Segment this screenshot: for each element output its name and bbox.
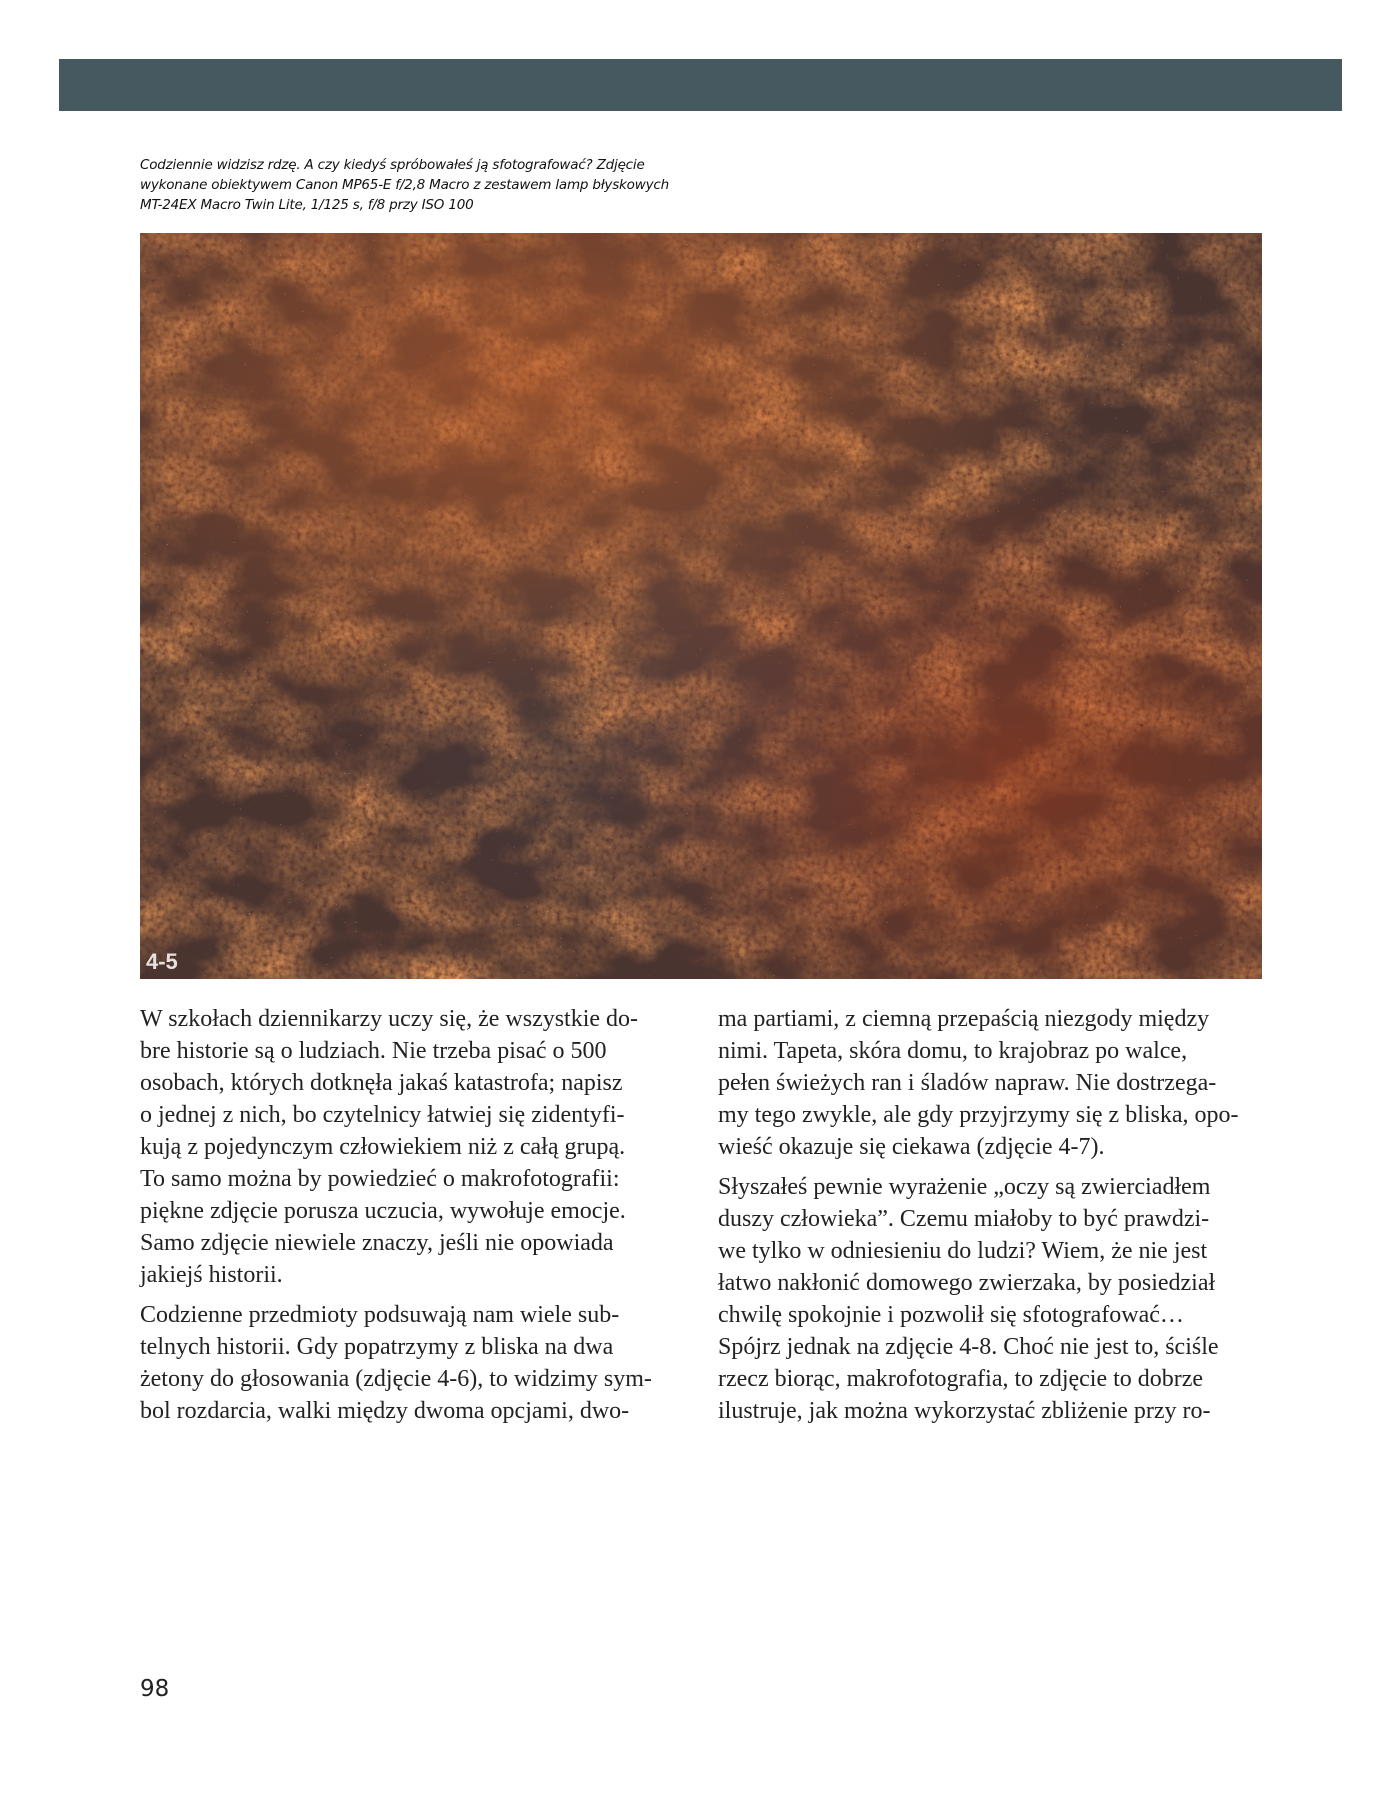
text-line: pełen świeżych ran i śladów napraw. Nie dostrzega- bbox=[718, 1070, 1217, 1096]
text-line: ilustruje, jak można wykorzystać zbliżenie przy ro- bbox=[718, 1398, 1211, 1424]
paragraph bbox=[718, 1003, 1250, 1163]
page-number: 98 bbox=[140, 1676, 170, 1702]
text-line: telnych historii. Gdy popatrzymy z bliska na dwa bbox=[140, 1334, 614, 1360]
rust-texture-image bbox=[140, 233, 1262, 979]
text-line: my tego zwykle, ale gdy przyjrzymy się z bliska, opo- bbox=[718, 1102, 1239, 1128]
text-line: kują z pojedynczym człowiekiem niż z całą grupą. bbox=[140, 1134, 626, 1160]
text-line: wieść okazuje się ciekawa (zdjęcie 4-7). bbox=[718, 1134, 1105, 1160]
rust-photo bbox=[140, 233, 1262, 979]
text-line: o jednej z nich, bo czytelnicy łatwiej się zidentyfi- bbox=[140, 1102, 625, 1128]
text-line: łatwo nakłonić domowego zwierzaka, by posiedział bbox=[718, 1270, 1216, 1296]
paragraph bbox=[140, 1299, 672, 1427]
paragraph bbox=[718, 1171, 1250, 1427]
paragraph bbox=[140, 1003, 672, 1291]
text-line: chwilę spokojnie i pozwolił się sfotografować… bbox=[718, 1302, 1184, 1328]
text-line: osobach, których dotknęła jakaś katastrofa; napisz bbox=[140, 1070, 623, 1096]
text-line: duszy człowieka”. Czemu miałoby to być prawdzi- bbox=[718, 1206, 1210, 1232]
text-line: Słyszałeś pewnie wyrażenie „oczy są zwierciadłem bbox=[718, 1174, 1211, 1200]
text-line: jakiejś historii. bbox=[140, 1262, 283, 1288]
text-line: W szkołach dziennikarzy uczy się, że wszystkie do- bbox=[140, 1006, 639, 1032]
text-line: To samo można by powiedzieć o makrofotografii: bbox=[140, 1166, 620, 1192]
caption-line: Codziennie widzisz rdzę. A czy kiedyś spróbowałeś ją sfotografować? Zdjęcie bbox=[140, 157, 645, 173]
figure-number: 4-5 bbox=[146, 949, 178, 974]
figure-caption bbox=[140, 155, 700, 215]
caption-line: wykonane obiektywem Canon MP65-E f/2,8 Macro z zestawem lamp błyskowych bbox=[140, 177, 669, 193]
text-line: Spójrz jednak na zdjęcie 4-8. Choć nie jest to, ściśle bbox=[718, 1334, 1219, 1360]
text-line: bol rozdarcia, walki między dwoma opcjami, dwo- bbox=[140, 1398, 630, 1424]
header-bar bbox=[59, 59, 1342, 111]
text-line: ma partiami, z ciemną przepaścią niezgody między bbox=[718, 1006, 1210, 1032]
caption-line: MT-24EX Macro Twin Lite, 1/125 s, f/8 przy ISO 100 bbox=[140, 197, 474, 213]
text-line: żetony do głosowania (zdjęcie 4-6), to widzimy sym- bbox=[140, 1366, 652, 1392]
text-column-right bbox=[718, 1003, 1250, 1435]
text-column-left bbox=[140, 1003, 672, 1435]
text-line: nimi. Tapeta, skóra domu, to krajobraz po walce, bbox=[718, 1038, 1188, 1064]
text-line: piękne zdjęcie porusza uczucia, wywołuje emocje. bbox=[140, 1198, 626, 1224]
text-line: Samo zdjęcie niewiele znaczy, jeśli nie opowiada bbox=[140, 1230, 614, 1256]
text-line: Codzienne przedmioty podsuwają nam wiele sub- bbox=[140, 1302, 620, 1328]
text-line: we tylko w odniesieniu do ludzi? Wiem, że nie jest bbox=[718, 1238, 1208, 1264]
text-line: bre historie są o ludziach. Nie trzeba pisać o 500 bbox=[140, 1038, 607, 1064]
text-line: rzecz biorąc, makrofotografia, to zdjęcie to dobrze bbox=[718, 1366, 1204, 1392]
